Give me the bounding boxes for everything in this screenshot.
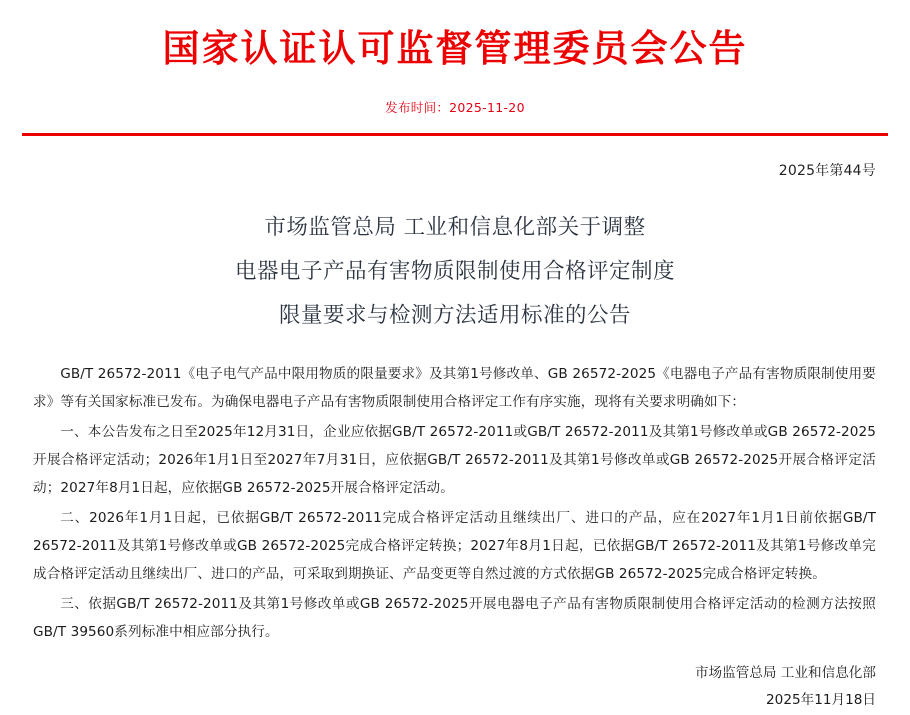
document-title	[0, 206, 910, 338]
body-paragraph: GB/T 26572-2011《电子电气产品中限用物质的限量要求》及其第1号修改单、GB 26572-2025《电器电子产品有害物质限制使用要求》等有关国家标准已发布。为确保电器电子产品有害物质限制使用合格评定工作有序实施，现将有关要求明确如下：	[33, 366, 876, 411]
masthead-divider	[22, 133, 888, 136]
body-paragraph: 二、2026年1月1日起，已依据GB/T 26572-2011完成合格评定活动且继续出厂、进口的产品，应在2027年1月1日前依据GB/T 26572-2011及其第1号修改单或GB 26572-2025完成合格评定转换；2027年8月1日起，已依据GB/T 26572-2011及其第1号修改单完成合格评定活动且继续出厂、进口的产品，可采取到期换证、产品变更等自然过渡的方式依据GB 26572-2025完成合格评定转换。	[33, 510, 876, 583]
document-title-line-1: 市场监管总局 工业和信息化部关于调整	[264, 215, 646, 241]
document-title-line-3: 限量要求与检测方法适用标准的公告	[278, 303, 631, 329]
body-paragraph: 一、本公告发布之日至2025年12月31日，企业应依据GB/T 26572-2011或GB/T 26572-2011及其第1号修改单或GB 26572-2025开展合格评定活动；2026年1月1日至2027年7月31日，应依据GB/T 26572-2011及其第1号修改单或GB 26572-2025开展合格评定活动；2027年8月1日起，应依据GB 26572-2025开展合格评定活动。	[33, 424, 876, 497]
document-body	[33, 360, 876, 646]
masthead-title: 国家认证认可监督管理委员会公告	[162, 27, 748, 70]
signature-block	[0, 660, 876, 714]
body-paragraph: 三、依据GB/T 26572-2011及其第1号修改单或GB 26572-2025开展电器电子产品有害物质限制使用合格评定活动的检测方法按照GB/T 39560系列标准中相应部分执行。	[33, 596, 876, 641]
signature-issuers: 市场监管总局 工业和信息化部	[694, 665, 876, 682]
publish-time: 发布时间：2025-11-20	[385, 100, 525, 116]
signature-date: 2025年11月18日	[766, 692, 876, 709]
masthead	[0, 0, 910, 136]
document-title-line-2: 电器电子产品有害物质限制使用合格评定制度	[234, 259, 675, 285]
document-number: 2025年第44号	[778, 163, 876, 180]
